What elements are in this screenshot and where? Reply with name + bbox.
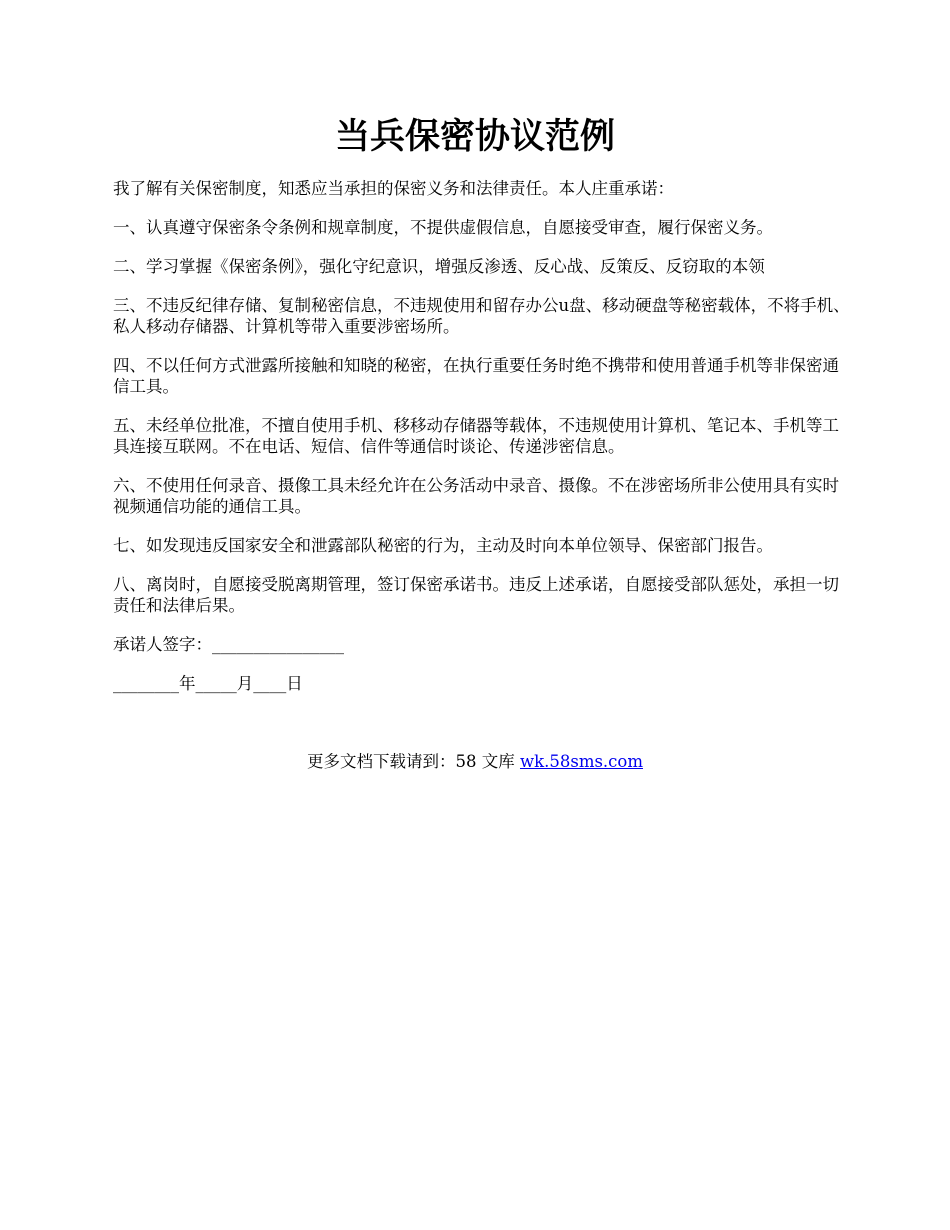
date-line: ________年_____月____日 — [113, 674, 303, 693]
document-body — [113, 178, 853, 712]
footer-link[interactable]: wk.58sms.com — [519, 752, 643, 771]
pledge-item-1: 一、认真遵守保密条令条例和规章制度，不提供虚假信息，自愿接受审查，履行保密义务。 — [113, 218, 773, 237]
pledge-item-2: 二、学习掌握《保密条例》，强化守纪意识，增强反渗透、反心战、反策反、反窃取的本领 — [113, 257, 765, 276]
pledge-item-8: 八、离岗时，自愿接受脱离期管理，签订保密承诺书。违反上述承诺，自愿接受部队惩处，承担一切责任和法律后果。 — [113, 575, 839, 615]
intro-paragraph: 我了解有关保密制度，知悉应当承担的保密义务和法律责任。本人庄重承诺： — [113, 179, 674, 198]
pledge-item-7: 七、如发现违反国家安全和泄露部队秘密的行为，主动及时向本单位领导、保密部门报告。 — [113, 536, 773, 555]
signature-line: 承诺人签字：________________ — [113, 635, 344, 654]
footer-text: 更多文档下载请到：58 文库 — [306, 752, 520, 771]
pledge-item-5: 五、未经单位批准，不擅自使用手机、移移动存储器等载体，不违规使用计算机、笔记本、手机等工具连接互联网。不在电话、短信、信件等通信时谈论、传递涉密信息。 — [113, 416, 839, 456]
pledge-item-3: 三、不违反纪律存储、复制秘密信息，不违规使用和留存办公u盘、移动硬盘等秘密载体，不将手机、私人移动存储器、计算机等带入重要涉密场所。 — [113, 296, 850, 336]
footer — [0, 750, 950, 774]
document-title: 当兵保密协议范例 — [334, 116, 615, 157]
pledge-item-4: 四、不以任何方式泄露所接触和知晓的秘密，在执行重要任务时绝不携带和使用普通手机等非保密通信工具。 — [113, 356, 839, 396]
pledge-item-6: 六、不使用任何录音、摄像工具未经允许在公务活动中录音、摄像。不在涉密场所非公使用具有实时视频通信功能的通信工具。 — [113, 476, 839, 516]
